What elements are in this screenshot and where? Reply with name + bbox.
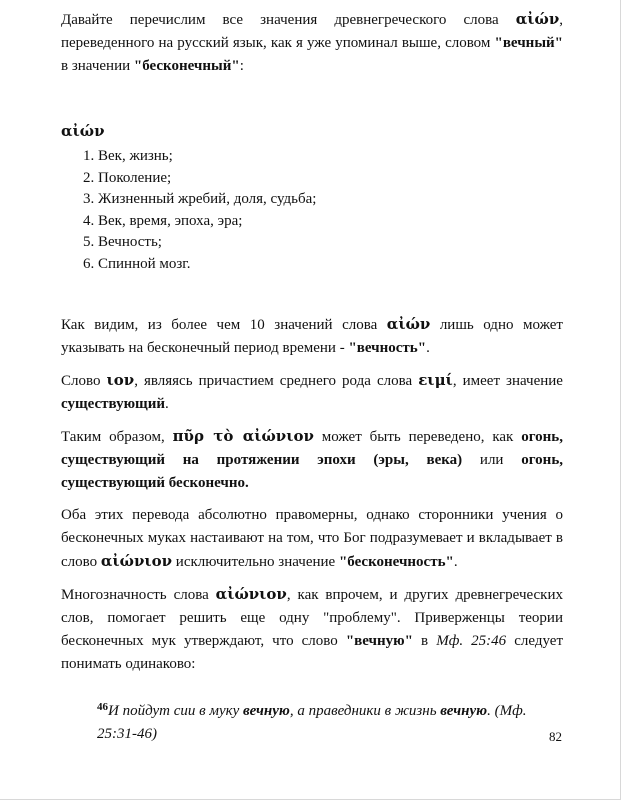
text-run: следует понимать одинаково: <box>61 633 563 672</box>
text-run: может быть переведено, как <box>313 429 522 445</box>
text-run: Давайте перечислим все значения древнегреческого слова <box>61 12 516 28</box>
greek-word: ειμί <box>418 371 453 389</box>
paragraph-existing <box>61 369 563 416</box>
list-item: 4. Век, время, эпоха, эра; <box>98 211 563 233</box>
text-run: : <box>239 58 244 74</box>
greek-word: αἰών <box>386 315 431 333</box>
text-run: И пойдут сии в муку <box>108 703 244 719</box>
bold-term: вечную <box>440 703 488 719</box>
greek-word: ιον <box>106 371 135 389</box>
bold-term: вечную <box>243 703 290 719</box>
text-run: или <box>462 452 522 468</box>
scripture-reference: Мф. 25:46 <box>436 633 507 649</box>
text-run: . (Мф. 25:31-46) <box>97 703 527 742</box>
greek-word: αἰώνιον <box>215 585 287 603</box>
text-run: Оба этих перевода абсолютно правомерны, однако сторонники учения о бесконечных муках настаивают на том, что Бог подразумевает и вкладывает в слово <box>61 507 563 570</box>
text-run: , имеет значение <box>452 373 563 389</box>
paragraph-translations <box>61 504 563 574</box>
text-run: в <box>412 633 437 649</box>
greek-phrase: πῦρ τὸ αἰώνιον <box>172 427 314 445</box>
text-run: , переведенного на русский язык, как я уже упоминал выше, словом <box>61 12 563 51</box>
text-run: Как видим, из более чем 10 значений слова <box>61 317 387 333</box>
bold-term: огонь, существующий бесконечно. <box>61 452 563 491</box>
paragraph-fire <box>61 425 563 495</box>
paragraph-eternity <box>61 313 563 360</box>
meanings-list <box>61 146 563 275</box>
bold-term: "бесконечность" <box>338 554 454 570</box>
bold-term: "вечную" <box>345 633 413 649</box>
greek-word: αἰώνιον <box>100 552 173 570</box>
bold-term: "бесконечный" <box>133 58 240 74</box>
bold-term: существующий <box>61 396 165 412</box>
list-item: 3. Жизненный жребий, доля, судьба; <box>98 189 563 211</box>
text-run: . <box>165 396 169 412</box>
text-run: . <box>426 340 430 356</box>
bold-term: огонь, существующий на протяжении эпохи (эры, века) <box>61 429 563 468</box>
text-run: Слово <box>61 373 107 389</box>
intro-paragraph <box>61 8 563 78</box>
paragraph-ambiguity <box>61 583 563 676</box>
text-run: Многозначность слова <box>61 587 216 603</box>
text-run: лишь одно может указывать на бесконечный период времени - <box>61 317 563 356</box>
bold-term: "вечность" <box>348 340 427 356</box>
page-content <box>61 8 563 746</box>
text-run: , являясь причастием среднего рода слова <box>134 373 419 389</box>
list-item: 1. Век, жизнь; <box>98 146 563 168</box>
text-run: . <box>453 554 458 570</box>
page-number: 82 <box>549 729 562 744</box>
text-run: исключительно значение <box>172 554 339 570</box>
greek-word: αἰών <box>515 10 560 28</box>
spacer <box>61 275 563 313</box>
text-run: в значении <box>61 58 134 74</box>
text-run: , а праведники в жизнь <box>289 703 441 719</box>
list-item: 2. Поколение; <box>98 168 563 190</box>
text-run: , как впрочем, и других древнегреческих слов, помогает решить еще одну "проблему". Приверженцы теории бесконечных мук утверждают, что слово <box>61 587 564 649</box>
bold-term: "вечный" <box>494 35 563 51</box>
list-item: 5. Вечность; <box>98 232 563 254</box>
text-run: Таким образом, <box>61 429 173 445</box>
scripture-quote <box>97 700 567 746</box>
verse-number: 46 <box>97 701 108 713</box>
list-item: 6. Спинной мозг. <box>98 254 563 276</box>
greek-word-heading: αἰών <box>61 122 105 140</box>
